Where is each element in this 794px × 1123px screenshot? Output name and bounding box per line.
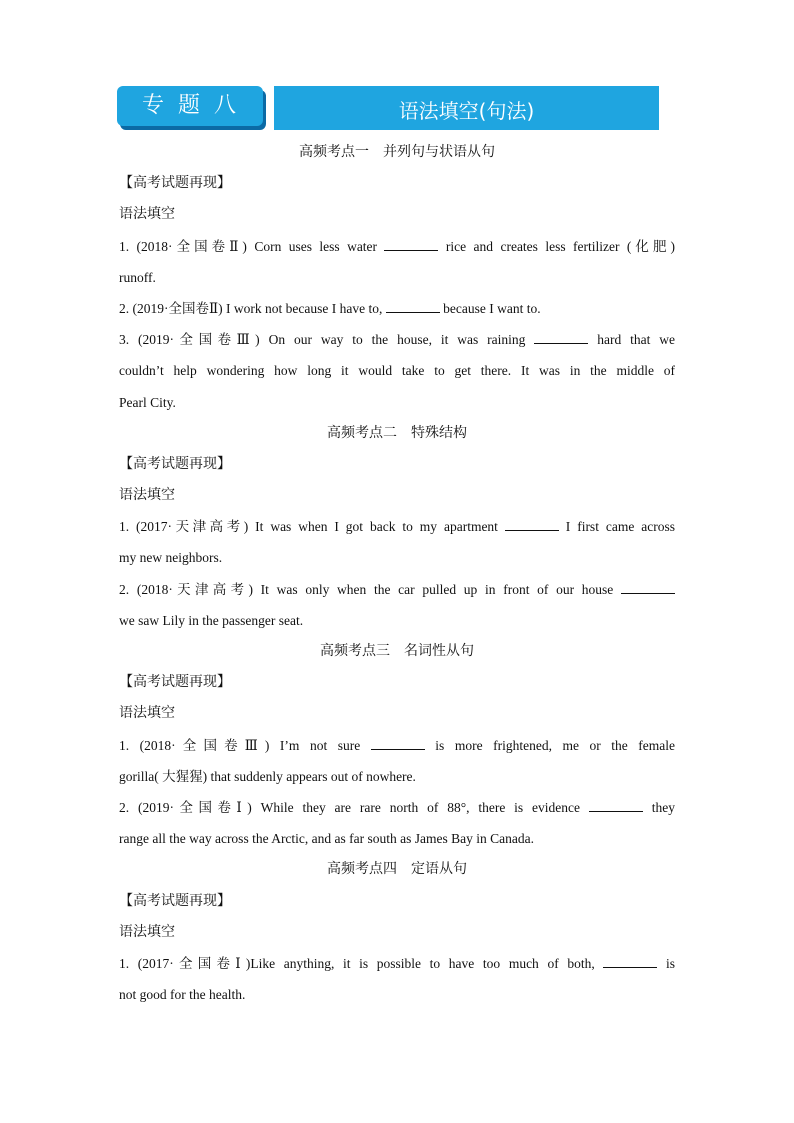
question-line: Pearl City.	[119, 394, 176, 410]
answer-blank[interactable]	[589, 799, 643, 812]
question-text: 2. (2018·天津高考) It was only when the car pulled up in front of our house	[119, 581, 614, 597]
exercise-type: 语法填空	[119, 487, 175, 504]
question-text: 1. (2017·天津高考) It was when I got back to my apartment	[119, 519, 498, 535]
question-text: hard that we	[597, 332, 675, 348]
question-line	[119, 730, 675, 761]
answer-blank[interactable]	[371, 737, 425, 750]
question-line	[119, 574, 675, 605]
question-text: they	[651, 799, 676, 815]
question-line	[119, 231, 675, 262]
section-label: 【高考试题再现】	[119, 892, 231, 909]
answer-blank[interactable]	[621, 581, 675, 594]
section-heading: 高频考点三 名词性从句	[320, 643, 474, 659]
section-heading: 高频考点四 定语从句	[327, 861, 467, 878]
answer-blank[interactable]	[505, 518, 559, 531]
question-line: not good for the health.	[119, 987, 246, 1003]
question-text: 1. (2017·全国卷Ⅰ)Like anything, it is possible to have too much of both,	[119, 955, 595, 971]
chapter-tag: 专题八	[117, 86, 263, 126]
question-line	[119, 792, 675, 823]
answer-blank[interactable]	[386, 300, 440, 313]
section-label: 【高考试题再现】	[119, 175, 231, 192]
question-text: I first came across	[565, 519, 675, 535]
question-text: 2. (2019·全国卷Ⅰ) While they are rare north of 88°, there is evidence	[119, 799, 581, 815]
section-label: 【高考试题再现】	[119, 455, 231, 472]
question-text: 1. (2018·全国卷Ⅱ) Corn uses less water	[119, 238, 378, 254]
question-text: because I want to.	[443, 300, 541, 316]
question-line: couldn’t help wondering how long it would take to get there. It was in the middle of	[119, 363, 675, 379]
question-text: is	[665, 955, 675, 971]
question-line: gorilla( 大猩猩) that suddenly appears out of nowhere.	[119, 768, 416, 784]
chapter-header	[117, 86, 659, 130]
section-heading: 高频考点一 并列句与状语从句	[299, 144, 495, 160]
question-line: range all the way across the Arctic, and as far south as James Bay in Canada.	[119, 831, 534, 847]
exercise-type: 语法填空	[119, 206, 175, 223]
question-text: rice and creates less fertilizer (化肥)	[445, 238, 676, 254]
answer-blank[interactable]	[534, 331, 588, 344]
section-heading: 高频考点二 特殊结构	[327, 424, 467, 441]
document-body	[119, 137, 675, 1010]
question-line	[119, 293, 675, 324]
question-line: we saw Lily in the passenger seat.	[119, 612, 304, 628]
question-line	[119, 324, 675, 355]
chapter-title: 语法填空(句法)	[274, 86, 659, 130]
question-line: my new neighbors.	[119, 550, 223, 566]
question-line	[119, 948, 675, 979]
answer-blank[interactable]	[384, 238, 438, 251]
question-text: 1. (2018·全国卷Ⅲ) I’m not sure	[119, 737, 361, 753]
question-text: is more frightened, me or the female	[435, 737, 675, 753]
exercise-type: 语法填空	[119, 705, 175, 722]
question-line: runoff.	[119, 269, 156, 285]
answer-blank[interactable]	[603, 955, 657, 968]
section-label: 【高考试题再现】	[119, 674, 231, 691]
question-line	[119, 511, 675, 542]
question-text: 2. (2019·全国卷Ⅱ) I work not because I have to,	[119, 300, 383, 316]
question-text: 3. (2019·全国卷Ⅲ) On our way to the house, it was raining	[119, 332, 526, 348]
exercise-type: 语法填空	[119, 923, 175, 940]
